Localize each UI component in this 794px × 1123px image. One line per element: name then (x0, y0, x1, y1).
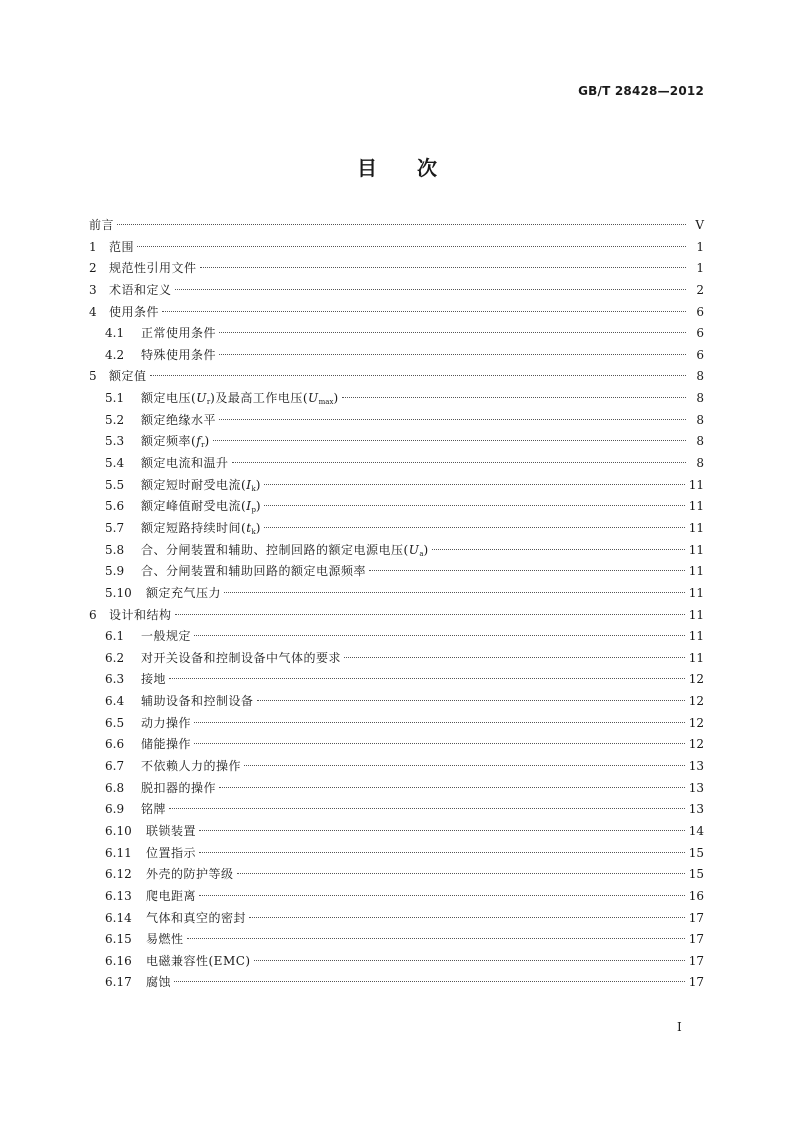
toc-entry[interactable] (89, 669, 704, 691)
toc-entry-title: 铭牌 (141, 802, 167, 817)
dot-leader (174, 981, 685, 982)
toc-entry-title: 电磁兼容性(EMC) (146, 953, 251, 968)
toc-entry-number: 5.2 (105, 412, 125, 427)
dot-leader (200, 267, 686, 268)
toc-entry-number: 5.4 (105, 456, 125, 471)
toc-entry[interactable] (89, 302, 704, 324)
toc-entry[interactable] (89, 605, 704, 627)
toc-entry[interactable] (89, 388, 704, 410)
dot-leader (199, 852, 685, 853)
toc-entry[interactable] (89, 453, 704, 475)
toc-entry-number: 5.9 (105, 564, 125, 579)
toc-entry[interactable] (89, 843, 704, 865)
toc-entry[interactable] (89, 691, 704, 713)
toc-entry-title: 辅助设备和控制设备 (141, 694, 254, 709)
dot-leader (169, 808, 685, 809)
toc-entry-title: 不依赖人力的操作 (141, 759, 242, 774)
toc-entry-page-number: 8 (696, 391, 704, 406)
dot-leader (162, 311, 686, 312)
toc-entry-number: 6.13 (105, 888, 132, 903)
toc-entry-number: 6.17 (105, 975, 132, 990)
toc-entry-title: 对开关设备和控制设备中气体的要求 (141, 650, 342, 665)
toc-entry[interactable] (89, 886, 704, 908)
dot-leader (175, 289, 686, 290)
toc-entry-title: 额定短路持续时间$(t_k)$ (141, 520, 261, 536)
toc-entry-number: 4.2 (105, 347, 125, 362)
toc-entry-page-number: 2 (696, 282, 704, 297)
toc-entry-page-number: 17 (688, 910, 704, 925)
toc-entry-title: 正常使用条件 (141, 326, 217, 341)
toc-entry[interactable] (89, 929, 704, 951)
toc-entry[interactable] (89, 280, 704, 302)
dot-leader (194, 743, 685, 744)
dot-leader (219, 787, 685, 788)
toc-entry-page-number: 8 (696, 412, 704, 427)
toc-entry-number: 6.10 (105, 823, 132, 838)
dot-leader (219, 419, 686, 420)
toc-entry-page-number: 17 (688, 932, 704, 947)
toc-entry-page-number: 13 (688, 759, 704, 774)
toc-entry-number: 5.1 (105, 391, 125, 406)
toc-entry[interactable] (89, 475, 704, 497)
toc-entry[interactable] (89, 518, 704, 540)
toc-entry-page-number: 6 (696, 347, 704, 362)
toc-entry-page-number: 11 (688, 520, 704, 535)
toc-entry-number: 6.9 (105, 802, 125, 817)
toc-entry[interactable] (89, 756, 704, 778)
toc-entry-page-number: 11 (688, 650, 704, 665)
toc-entry-title: 额定电流和温升 (141, 456, 229, 471)
toc-entry-number: 5 (89, 369, 97, 384)
dot-leader (369, 570, 685, 571)
toc-entry-page-number: 12 (688, 737, 704, 752)
dot-leader (117, 224, 686, 225)
toc-entry-page-number: 11 (688, 477, 704, 492)
toc-entry-number: 6.8 (105, 780, 125, 795)
toc-entry-page-number: 17 (688, 975, 704, 990)
dot-leader (169, 678, 685, 679)
toc-entry[interactable] (89, 431, 704, 453)
dot-leader (194, 722, 685, 723)
toc-entry-page-number: 11 (688, 499, 704, 514)
dot-leader (264, 527, 685, 528)
toc-entry[interactable] (89, 951, 704, 973)
dot-leader (232, 462, 686, 463)
toc-entry-number: 3 (89, 282, 97, 297)
toc-entry-title: 储能操作 (141, 737, 192, 752)
toc-entry-title: 爬电距离 (146, 888, 197, 903)
toc-entry-page-number: Ⅴ (695, 218, 704, 232)
toc-entry-title: 额定值 (109, 369, 147, 384)
dot-leader (199, 895, 685, 896)
toc-entry-page-number: 17 (688, 953, 704, 968)
toc-entry-title: 位置指示 (146, 845, 197, 860)
dot-leader (342, 397, 686, 398)
toc-entry-number: 1 (89, 239, 97, 254)
toc-entry[interactable] (89, 864, 704, 886)
toc-entry-title: 额定电压$(U_r)$及最高工作电压$(U_{max})$ (141, 391, 339, 407)
toc-entry-page-number: 1 (696, 261, 704, 276)
toc-entry-number: 6.5 (105, 715, 125, 730)
toc-entry-number: 6.3 (105, 672, 125, 687)
toc-entry-number: 6.16 (105, 953, 132, 968)
toc-entry[interactable] (89, 540, 704, 562)
toc-entry-page-number: 8 (696, 369, 704, 384)
toc-entry-page-number: 11 (688, 564, 704, 579)
toc-entry[interactable] (89, 366, 704, 388)
toc-entry-number: 2 (89, 261, 97, 276)
toc-entry-title: 范围 (109, 239, 135, 254)
toc-title (0, 152, 794, 181)
toc-entry[interactable] (89, 323, 704, 345)
standard-code: GB/T 28428—2012 (578, 84, 704, 98)
toc-entry[interactable] (89, 496, 704, 518)
toc-entry-number: 5.5 (105, 477, 125, 492)
dot-leader (264, 484, 685, 485)
dot-leader (224, 592, 685, 593)
toc-entry-page-number: 13 (688, 780, 704, 795)
toc-entry-number: 5.3 (105, 434, 125, 449)
toc-entry-page-number: 13 (688, 802, 704, 817)
toc-entry-title: 联锁装置 (146, 823, 197, 838)
dot-leader (219, 354, 686, 355)
toc-entry-title: 合、分闸装置和辅助、控制回路的额定电源电压$(U_a)$ (141, 542, 429, 558)
toc-entry-page-number: 15 (688, 867, 704, 882)
toc-entry-page-number: 11 (688, 607, 704, 622)
toc-entry[interactable] (89, 648, 704, 670)
toc-entry-title: 额定频率$(f_r)$ (141, 434, 210, 450)
toc-entry-number: 6.15 (105, 932, 132, 947)
dot-leader (264, 505, 685, 506)
toc-entry[interactable] (89, 215, 704, 237)
page-folio: Ⅰ (677, 1020, 682, 1034)
toc-entry[interactable] (89, 410, 704, 432)
toc-entry-number: 6.11 (105, 845, 132, 860)
toc-entry-number: 6.6 (105, 737, 125, 752)
toc-entry-number: 6.7 (105, 759, 125, 774)
toc-entry-title: 气体和真空的密封 (146, 910, 247, 925)
toc-entry-page-number: 11 (688, 542, 704, 557)
toc-entry-title: 额定短时耐受电流$(I_k)$ (141, 477, 261, 493)
toc-entry-page-number: 12 (688, 715, 704, 730)
dot-leader (432, 549, 685, 550)
toc-entry-title: 规范性引用文件 (109, 261, 197, 276)
toc-entry-title: 一般规定 (141, 629, 192, 644)
toc-entry-title: 额定绝缘水平 (141, 412, 217, 427)
toc-entry-number: 5.10 (105, 585, 132, 600)
toc-entry-title: 易燃性 (146, 932, 184, 947)
toc-entry-page-number: 16 (688, 888, 704, 903)
dot-leader (137, 246, 686, 247)
toc-entry-number: 5.8 (105, 542, 125, 557)
dot-leader (187, 938, 685, 939)
toc-entry-page-number: 8 (696, 434, 704, 449)
toc-entry-number: 5.6 (105, 499, 125, 514)
dot-leader (219, 332, 686, 333)
toc-entry[interactable] (89, 908, 704, 930)
dot-leader (213, 440, 686, 441)
toc-entry-title: 动力操作 (141, 715, 192, 730)
dot-leader (194, 635, 685, 636)
toc-title-part1: 目 (357, 156, 377, 180)
toc-entry-title: 外壳的防护等级 (146, 867, 234, 882)
toc-entry-number: 6.2 (105, 650, 125, 665)
toc-entry-number: 6 (89, 607, 97, 622)
toc-entry-title: 术语和定义 (109, 282, 172, 297)
toc-entry-page-number: 6 (696, 304, 704, 319)
toc-entry-title: 设计和结构 (109, 607, 172, 622)
dot-leader (244, 765, 685, 766)
toc-entry-title: 特殊使用条件 (141, 347, 217, 362)
dot-leader (175, 614, 685, 615)
toc-entry[interactable] (89, 626, 704, 648)
toc-entry-number: 6.14 (105, 910, 132, 925)
toc-entry-number: 6.4 (105, 694, 125, 709)
toc-entry[interactable] (89, 713, 704, 735)
toc-entry[interactable] (89, 778, 704, 800)
toc-entry-page-number: 1 (696, 239, 704, 254)
toc-entry-page-number: 12 (688, 694, 704, 709)
toc-entry-title: 接地 (141, 672, 167, 687)
toc-entry[interactable] (89, 972, 704, 994)
dot-leader (257, 700, 685, 701)
toc-entry[interactable] (89, 583, 704, 605)
toc-entry-number: 6.1 (105, 629, 125, 644)
toc-entry-number: 5.7 (105, 520, 125, 535)
toc-entry-title: 腐蚀 (146, 975, 172, 990)
toc-entry-title: 脱扣器的操作 (141, 780, 217, 795)
dot-leader (254, 960, 685, 961)
toc-entry[interactable] (89, 258, 704, 280)
dot-leader (237, 873, 685, 874)
toc-list (89, 215, 704, 994)
toc-entry-page-number: 11 (688, 585, 704, 600)
toc-entry-number: 4 (89, 304, 97, 319)
toc-entry-title: 额定峰值耐受电流$(I_p)$ (141, 499, 262, 515)
toc-entry-number: 6.12 (105, 867, 132, 882)
toc-entry[interactable] (89, 237, 704, 259)
toc-entry[interactable] (89, 821, 704, 843)
toc-entry-page-number: 15 (688, 845, 704, 860)
dot-leader (249, 917, 685, 918)
toc-entry-page-number: 14 (688, 823, 704, 838)
toc-entry-number: 4.1 (105, 326, 125, 341)
dot-leader (199, 830, 685, 831)
toc-entry-page-number: 6 (696, 326, 704, 341)
toc-entry-page-number: 11 (688, 629, 704, 644)
toc-entry-page-number: 12 (688, 672, 704, 687)
dot-leader (344, 657, 685, 658)
toc-entry[interactable] (89, 799, 704, 821)
toc-entry[interactable] (89, 734, 704, 756)
toc-entry-title: 额定充气压力 (146, 585, 222, 600)
toc-entry-title: 合、分闸装置和辅助回路的额定电源频率 (141, 564, 367, 579)
toc-entry-title: 前言 (89, 218, 115, 232)
toc-entry[interactable] (89, 345, 704, 367)
dot-leader (150, 375, 686, 376)
toc-title-part2: 次 (417, 156, 437, 180)
toc-entry-page-number: 8 (696, 456, 704, 471)
toc-entry-title: 使用条件 (109, 304, 160, 319)
